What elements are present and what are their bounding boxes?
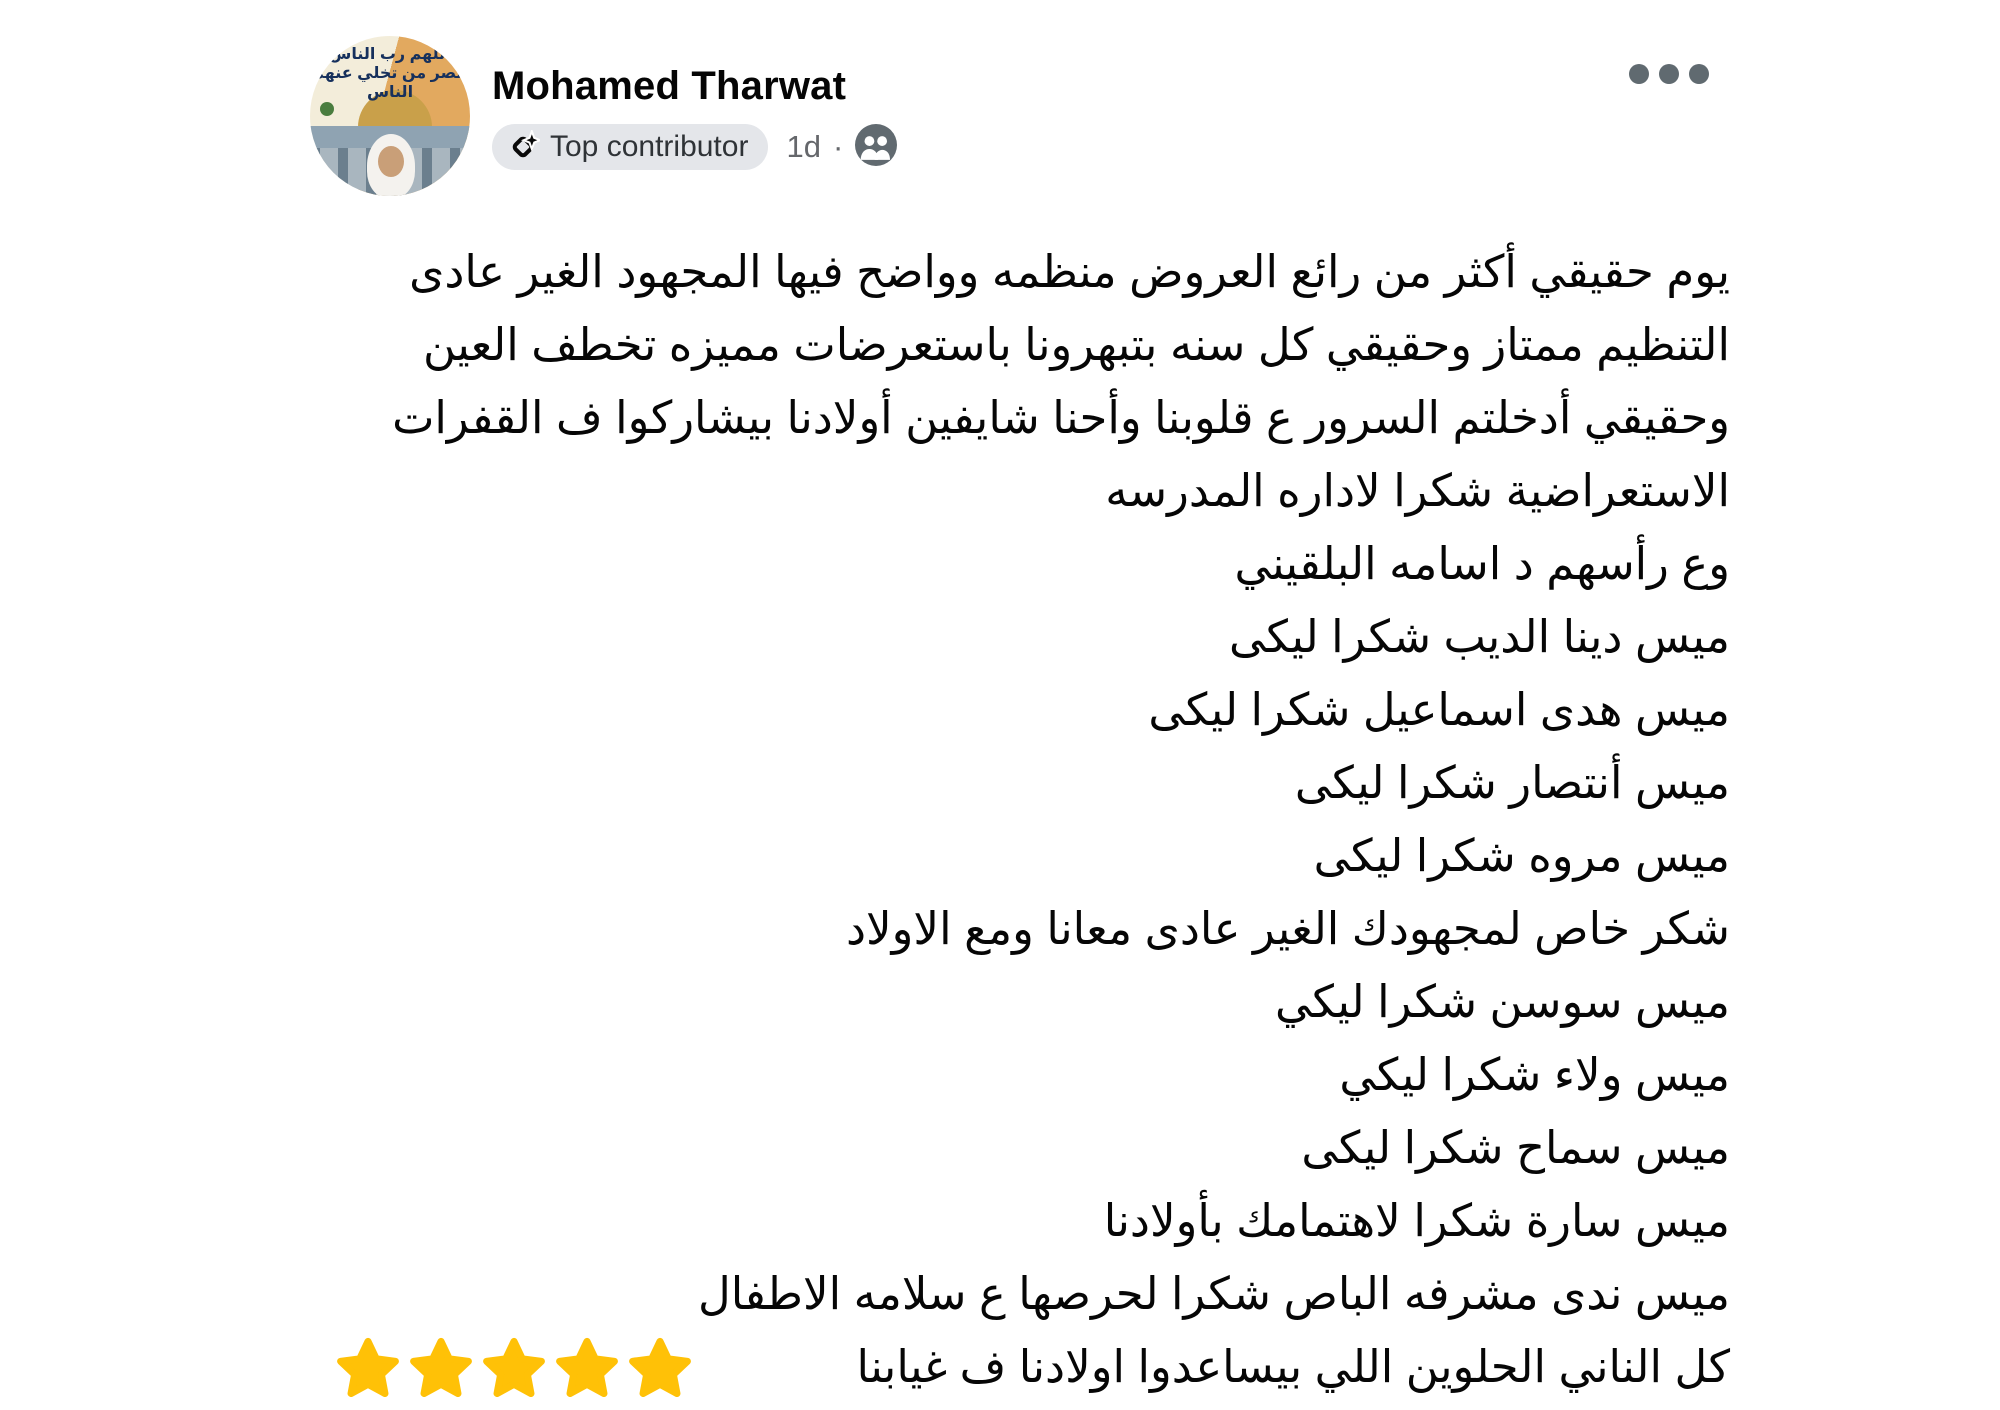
friends-icon <box>855 124 897 171</box>
avatar-child-face-art <box>378 146 404 177</box>
post-text-line: كل الناني الحلوين اللي بيساعدوا اولادنا ف غيابنا <box>856 1341 1730 1392</box>
post-text-line: ميس هدى اسماعيل شكرا ليكى <box>1148 684 1730 735</box>
post-text-line: يوم حقيقي أكثر من رائع العروض منظمه وواضح فيها المجهود الغير عادى <box>409 246 1730 297</box>
post-text-line: التنظيم ممتاز وحقيقي كل سنه بتبهرونا باستعرضات مميزه تخطف العين <box>422 319 1730 370</box>
avatar-caption: اللهم رب الناس انصر من تخلي عنهم الناس <box>312 46 468 101</box>
post-body <box>270 235 1730 1403</box>
post-text-line: ميس دينا الديب شكرا ليكى <box>1229 611 1730 662</box>
post-text-line: ميس ولاء شكرا ليكي <box>1339 1049 1730 1100</box>
post-text-line: ميس أنتصار شكرا ليكى <box>1294 757 1730 808</box>
post-text-line: شكر خاص لمجهودك الغير عادى معانا ومع الاولاد <box>845 903 1730 954</box>
dot-separator: · <box>832 129 844 164</box>
ellipsis-icon <box>1659 64 1679 84</box>
timestamp[interactable]: 1d <box>786 129 821 164</box>
ellipsis-icon <box>1689 64 1709 84</box>
post-last-line-row <box>270 1330 1730 1403</box>
star-icon <box>335 1335 401 1399</box>
top-contributor-badge <box>492 124 768 170</box>
post-text-line: ميس ندى مشرفه الباص شكرا لحرصها ع سلامه الاطفال <box>698 1268 1730 1319</box>
post-text-line: ميس مروه شكرا ليكى <box>1313 830 1730 881</box>
post-text-line: ميس سارة شكرا لاهتمامك بأولادنا <box>1103 1195 1730 1246</box>
post-text-line: ميس سماح شكرا ليكى <box>1301 1122 1730 1173</box>
author-name[interactable]: Mohamed Tharwat <box>492 64 847 108</box>
avatar[interactable] <box>310 36 470 196</box>
post-text-line: ميس سوسن شكرا ليكي <box>1274 976 1730 1027</box>
star-icon <box>481 1335 547 1399</box>
post-menu-button[interactable] <box>1625 60 1713 88</box>
ellipsis-icon <box>1629 64 1649 84</box>
post-text-line: الاستعراضية شكرا لاداره المدرسه <box>1105 465 1730 516</box>
star-icon <box>627 1335 693 1399</box>
post-text-line: وحقيقي أدخلتم السرور ع قلوبنا وأحنا شايفين أولادنا بيشاركوا ف القفرات <box>392 392 1730 443</box>
gem-sparkle-icon <box>506 130 540 164</box>
five-star-rating <box>335 1335 693 1399</box>
badge-label: Top contributor <box>550 130 749 163</box>
post-text-line: وع رأسهم د اسامه البلقيني <box>1234 538 1730 589</box>
star-icon <box>554 1335 620 1399</box>
post-meta <box>492 124 897 170</box>
avatar-green-dot-art <box>320 102 334 116</box>
star-icon <box>408 1335 474 1399</box>
